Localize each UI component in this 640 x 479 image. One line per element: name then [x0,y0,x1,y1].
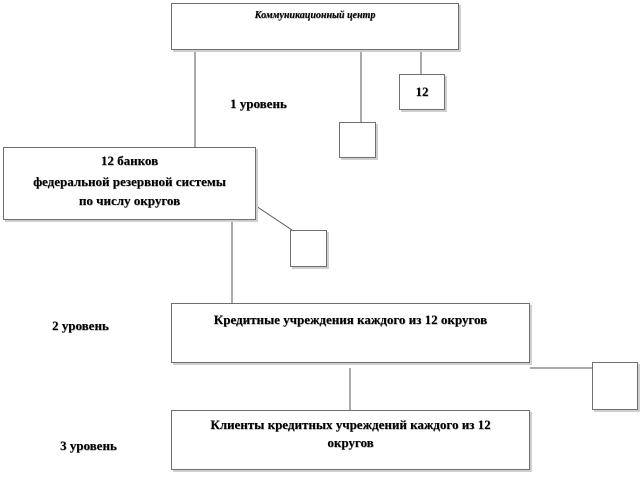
communication-center-label: Коммуникационный центр [254,10,376,21]
federal-banks-line-2: федеральной резервной системы [33,174,226,189]
clients-label-line-1: Клиенты кредитных учреждений каждого из 12 [210,417,491,432]
clients-label-line-2: округов [327,435,374,450]
small-square-1 [339,122,376,158]
federal-banks-line-3: по числу округов [78,193,181,208]
level-2-label: 2 уровень [52,318,109,333]
connector-fed-to-square-2 [256,206,292,230]
small-square-2 [290,230,327,267]
level-1-label: 1 уровень [230,96,287,111]
clients-box [171,410,530,470]
federal-banks-line-1: 12 банков [100,153,159,168]
communication-center-box [171,3,459,50]
credit-institutions-label: Кредитные учреждения каждого из 12 округов [213,312,488,327]
credit-institutions-box [171,303,530,363]
federal-reserve-banks-box [3,147,256,220]
level-3-label: 3 уровень [60,438,117,453]
count-box [399,74,445,110]
small-square-3 [592,362,638,410]
count-box-label: 12 [415,84,429,99]
